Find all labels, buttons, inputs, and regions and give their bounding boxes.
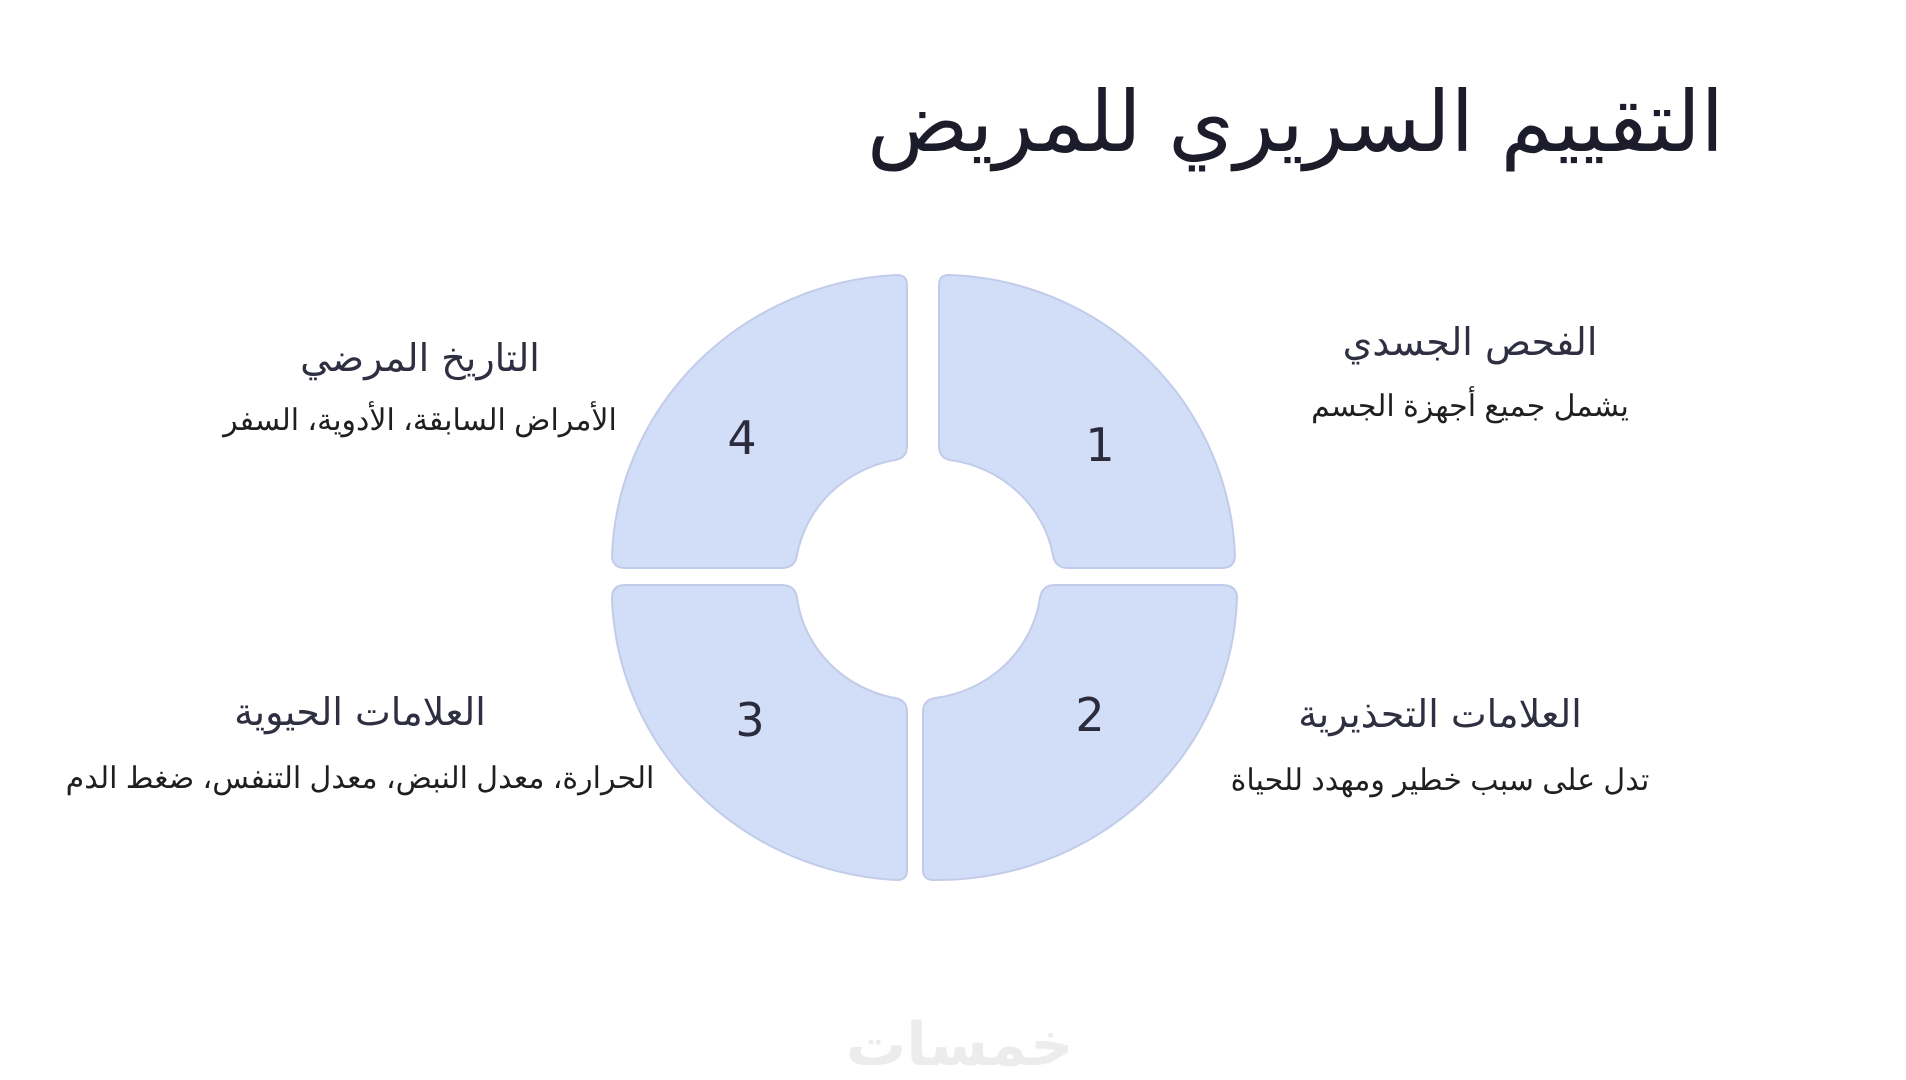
label-physical-exam-description: يشمل جميع أجهزة الجسم <box>1311 390 1629 424</box>
label-vital-signs-heading: العلامات الحيوية <box>234 690 486 734</box>
label-medical-history <box>130 334 710 440</box>
label-vital-signs <box>20 688 700 798</box>
label-vital-signs-description: الحرارة، معدل النبض، معدل التنفس، ضغط الدم <box>65 762 655 796</box>
label-medical-history-description: الأمراض السابقة، الأدوية، السفر <box>223 404 617 438</box>
segment-3-number: 3 <box>735 693 765 747</box>
segment-2-number: 2 <box>1075 688 1105 742</box>
label-physical-exam-heading: الفحص الجسدي <box>1342 320 1598 364</box>
label-medical-history-heading: التاريخ المرضي <box>300 336 540 380</box>
watermark-logo: خمسات <box>846 1010 1074 1080</box>
segment-1-number: 1 <box>1085 418 1115 472</box>
segment-4-number: 4 <box>727 411 757 465</box>
page-title: التقييم السريري للمريض <box>866 73 1724 171</box>
label-warning-signs-description: تدل على سبب خطير ومهدد للحياة <box>1230 764 1650 798</box>
label-warning-signs <box>1150 690 1730 800</box>
label-physical-exam <box>1180 318 1760 426</box>
label-warning-signs-heading: العلامات التحذيرية <box>1298 692 1582 736</box>
